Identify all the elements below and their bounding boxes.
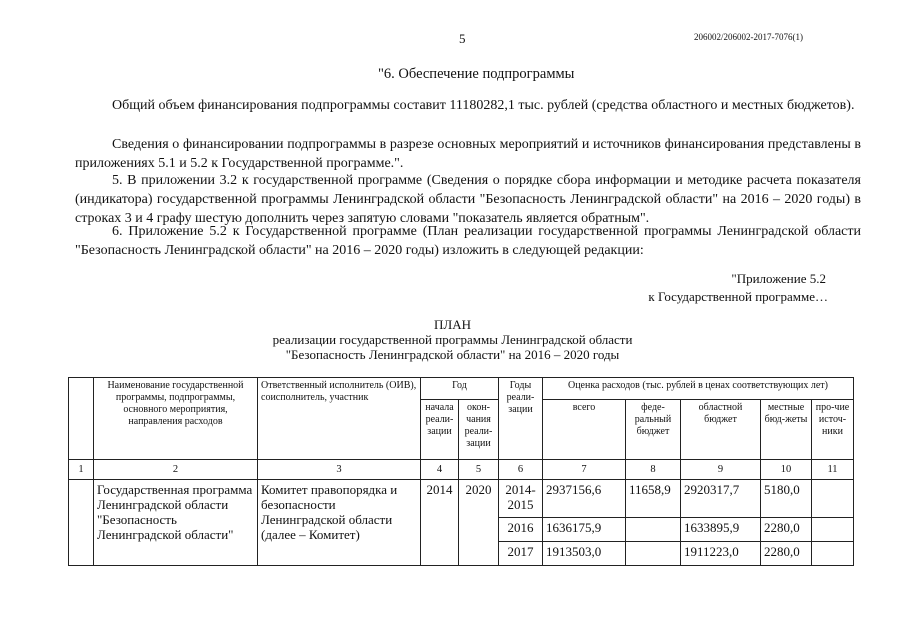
row-other — [812, 542, 854, 566]
header-costs: Оценка расходов (тыс. рублей в ценах соответствующих лет) — [543, 378, 854, 400]
row-total: 1636175,9 — [543, 518, 626, 542]
column-number: 6 — [499, 460, 543, 480]
row-regional: 1911223,0 — [681, 542, 761, 566]
header-name: Наименование государственной программы, подпрограммы, основного мероприятия, направления расходов — [94, 378, 258, 460]
row-index-blank — [69, 480, 94, 566]
header-years-impl: Годы реали-зации — [499, 378, 543, 460]
program-start-year: 2014 — [421, 480, 459, 566]
row-federal — [626, 542, 681, 566]
column-number: 7 — [543, 460, 626, 480]
program-end-year: 2020 — [459, 480, 499, 566]
row-years: 2016 — [499, 518, 543, 542]
appendix-line-2: к Государственной программе… — [648, 289, 828, 304]
header-year-start: начала реали-зации — [421, 400, 459, 460]
appendix-header — [600, 270, 828, 306]
row-local: 5180,0 — [761, 480, 812, 518]
column-number: 1 — [69, 460, 94, 480]
program-executor: Комитет правопорядка и безопасности Ленинградской области (далее – Комитет) — [258, 480, 421, 566]
appendix-line-1: "Приложение 5.2 — [731, 271, 826, 286]
document-id: 206002/206002-2017-7076(1) — [694, 32, 803, 42]
row-local: 2280,0 — [761, 542, 812, 566]
column-number: 3 — [258, 460, 421, 480]
row-federal — [626, 518, 681, 542]
plan-subtitle-1: реализации государственной программы Ленинградской области — [272, 332, 633, 347]
row-total: 2937156,6 — [543, 480, 626, 518]
column-number: 11 — [812, 460, 854, 480]
header-regional: областной бюджет — [681, 400, 761, 460]
header-total: всего — [543, 400, 626, 460]
column-number: 10 — [761, 460, 812, 480]
row-federal: 11658,9 — [626, 480, 681, 518]
header-cell-index-blank — [69, 378, 94, 460]
row-years: 2014-2015 — [499, 480, 543, 518]
section-title: "6. Обеспечение подпрограммы — [378, 66, 575, 82]
paragraph-item-6: 6. Приложение 5.2 к Государственной программе (План реализации государственной программы Ленинградской области "Безопасность Ленинградской области" на 2016 – 2020 годы) изложить в следующей редакции: — [75, 224, 861, 258]
row-total: 1913503,0 — [543, 542, 626, 566]
plan-table — [68, 377, 854, 566]
header-other: про-чие источ-ники — [812, 400, 854, 460]
row-years: 2017 — [499, 542, 543, 566]
page-number: 5 — [459, 31, 466, 46]
program-name: Государственная программа Ленинградской области "Безопасность Ленинградской области" — [94, 480, 258, 566]
column-number: 9 — [681, 460, 761, 480]
row-other — [812, 480, 854, 518]
header-year-end: окон-чания реали-зации — [459, 400, 499, 460]
header-local: местные бюд-жеты — [761, 400, 812, 460]
header-federal: феде-ральный бюджет — [626, 400, 681, 460]
paragraph-financing-volume: Общий объем финансирования подпрограммы составит 11180282,1 тыс. рублей (средства областного и местных бюджетов). — [112, 98, 855, 113]
header-year: Год — [421, 378, 499, 400]
column-number: 2 — [94, 460, 258, 480]
row-regional: 2920317,7 — [681, 480, 761, 518]
plan-subtitle-2: "Безопасность Ленинградской области" на 2016 – 2020 годы — [285, 347, 620, 362]
header-executor: Ответственный исполнитель (ОИВ), соисполнитель, участник — [258, 378, 421, 460]
plan-title: ПЛАН — [434, 317, 471, 332]
column-number: 8 — [626, 460, 681, 480]
column-number: 4 — [421, 460, 459, 480]
column-number: 5 — [459, 460, 499, 480]
row-local: 2280,0 — [761, 518, 812, 542]
row-other — [812, 518, 854, 542]
row-regional: 1633895,9 — [681, 518, 761, 542]
paragraph-financing-details: Сведения о финансировании подпрограммы в разрезе основных мероприятий и источников финансирования представлены в приложениях 5.1 и 5.2 к Государственной программе.". — [75, 137, 861, 171]
paragraph-item-5: 5. В приложении 3.2 к государственной программе (Сведения о порядке сбора информации и методике расчета показателя (индикатора) государственной программы Ленинградской области "Безопасность Ленинградской области" на 2016 – 2020 годы) в строках 3 и 4 графу шестую дополнить через запятую словами "показатель является обратным". — [75, 173, 861, 226]
